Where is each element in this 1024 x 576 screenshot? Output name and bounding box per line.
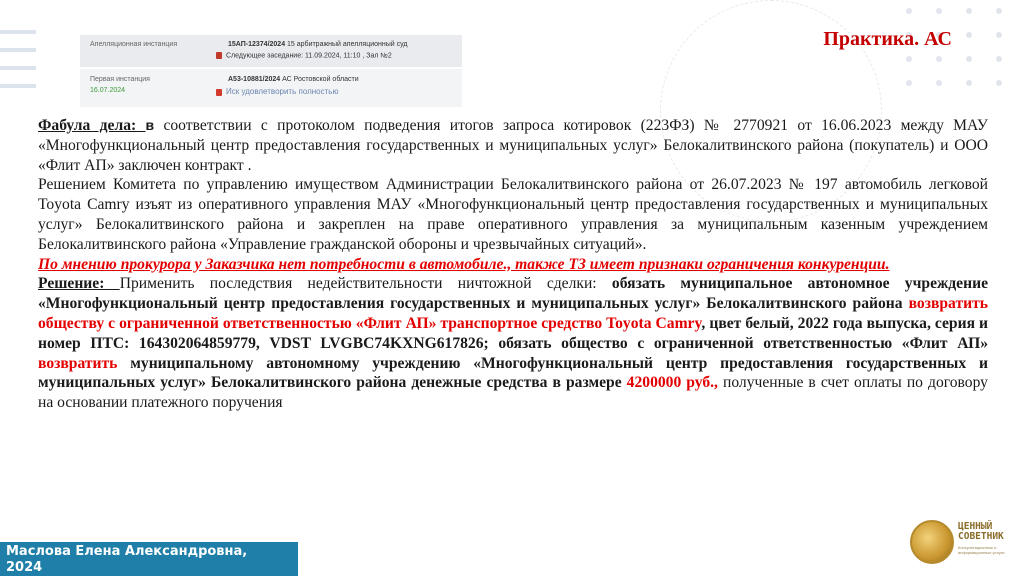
decision-link-row bbox=[216, 87, 338, 96]
decision-part-7: 4200000 руб., bbox=[626, 374, 718, 392]
first-instance-row bbox=[80, 69, 462, 107]
decision-part-6: муниципальному автономному учреждению «Многофункциональный центр предоставления государственных и муниципальных услуг» Белокалитвинского района денежные средства в размере bbox=[38, 354, 988, 392]
calendar-icon bbox=[216, 52, 222, 59]
appeal-label: Апелляционная инстанция bbox=[90, 41, 178, 48]
logo-tagline: Консультационные и информационные услуги bbox=[958, 545, 1005, 555]
decorative-stripes bbox=[0, 30, 36, 102]
next-hearing-row bbox=[216, 52, 392, 59]
appeal-court: 15 арбитражный апелляционный суд bbox=[285, 41, 408, 48]
author-name: Маслова Елена Александровна, bbox=[6, 544, 248, 559]
appeal-info bbox=[228, 41, 408, 48]
fabula-paragraph bbox=[38, 116, 988, 175]
logo-name: ЦЕННЫЙ СОВЕТНИК bbox=[958, 521, 1004, 542]
decision-label: Решение: bbox=[38, 275, 120, 293]
author-year: 2024 bbox=[6, 560, 43, 575]
decision-part-5: возвратить bbox=[38, 354, 118, 372]
decision-link[interactable]: Иск удовлетворить полностью bbox=[226, 87, 339, 96]
decision-paragraph bbox=[38, 274, 988, 413]
decision-part-4: , цвет белый, 2022 года выпуска, серия и номер ПТС: 164302064859779, VDST LVGBC74KXNG617826; обязать общество с ограниченной ответственностью «Флит АП» bbox=[38, 314, 989, 352]
decision-part-2: обязать муниципальное автономное учреждение «Многофункциональный центр предоставления государственных и муниципальных услуг» Белокалитвинского района bbox=[38, 275, 988, 313]
first-date: 16.07.2024 bbox=[90, 87, 126, 94]
committee-paragraph: Решением Комитета по управлению имуществом Администрации Белокалитвинского района от 26.07.2023 № 197 автомобиль легковой Toyota Camry изъят из оперативного управления МАУ «Многофункциональный центр предоставления государственных и муниципальных услуг» Белокалитвинского района и закреплен на праве оперативного управления за муниципальным казенным учреждением Белокалитвинского района «Управление гражданской обороны и чрезвычайных ситуаций». bbox=[38, 176, 988, 253]
prosecutor-paragraph: По мнению прокурора у Заказчика нет потребности в автомобиле., также ТЗ имеет признаки ограничения конкуренции. bbox=[38, 255, 890, 273]
decision-part-1: Применить последствия недействительности ничтожной сделки: bbox=[119, 275, 612, 293]
first-info bbox=[228, 76, 359, 83]
fabula-body: соответствии с протоколом подведения итогов запроса котировок (223ФЗ) № 2770921 от 16.06.2023 между МАУ «Многофункциональный центр предоставления государственных и муниципальных услуг» Белокалитвинского района (покупатель) и ООО «Флит АП» заключен контракт . bbox=[38, 117, 988, 174]
medal-icon bbox=[910, 520, 954, 564]
case-description bbox=[38, 116, 988, 413]
first-court: АС Ростовской области bbox=[280, 76, 359, 83]
first-case-number[interactable]: А53-10881/2024 bbox=[228, 76, 281, 83]
first-label: Первая инстанция bbox=[90, 76, 150, 83]
decision-part-8: полученные в счет оплаты по договору на основании платежного поручения bbox=[38, 374, 988, 412]
pdf-icon bbox=[216, 89, 222, 96]
next-hearing: Следующее заседание: 11.09.2024, 11:10 , Зал №2 bbox=[226, 52, 392, 60]
appeal-case-number[interactable]: 15АП-12374/2024 bbox=[228, 41, 286, 48]
slide-title: Практика. АС bbox=[823, 28, 952, 50]
case-card bbox=[80, 35, 462, 107]
fabula-label: Фабула дела: bbox=[38, 117, 146, 134]
appeal-row bbox=[80, 35, 462, 67]
company-logo bbox=[910, 512, 1020, 574]
author-footer bbox=[0, 542, 298, 576]
decision-part-3: возвратить обществу с ограниченной ответственностью «Флит АП» транспортное средство Toyota Camry bbox=[38, 295, 988, 332]
fabula-v: в bbox=[145, 117, 155, 133]
